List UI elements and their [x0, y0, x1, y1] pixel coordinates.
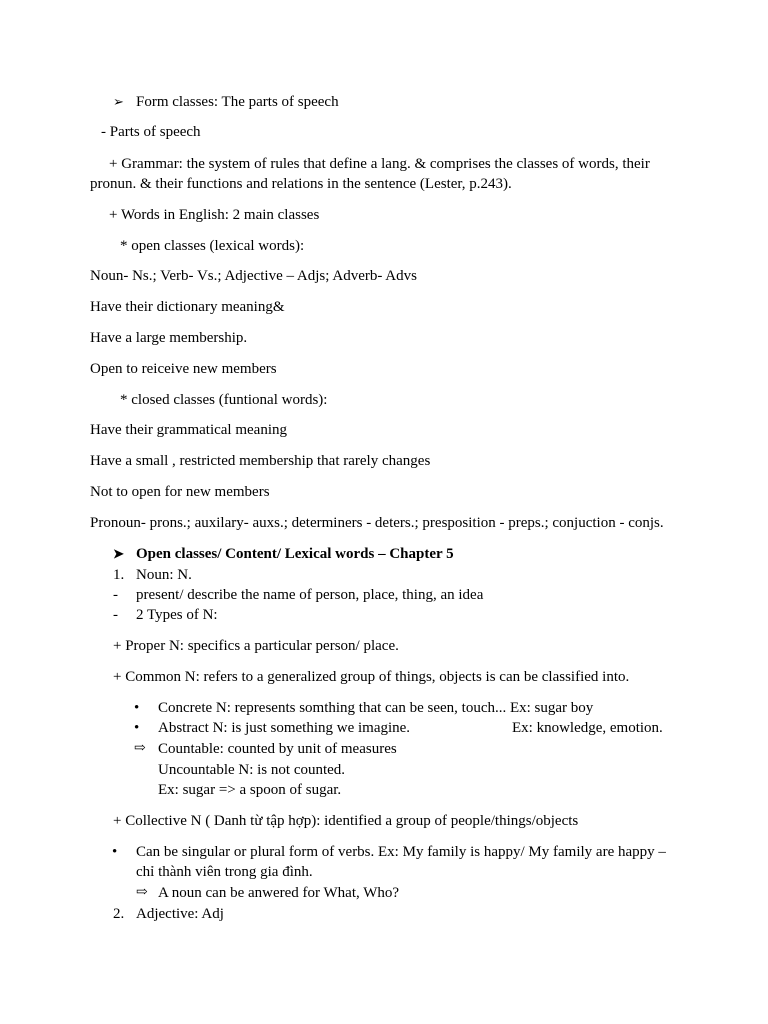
- noun-definition-line: present/ describe the name of person, place, thing, an idea: [136, 587, 484, 603]
- open-classes-list: Noun- Ns.; Verb- Vs.; Adjective – Adjs; Adverb- Advs: [90, 268, 417, 284]
- closed-classes-line: * closed classes (funtional words):: [120, 392, 328, 408]
- countable-line: Countable: counted by unit of measures: [158, 741, 397, 757]
- open-classes-line: * open classes (lexical words):: [120, 238, 305, 254]
- parts-of-speech-line: - Parts of speech: [101, 124, 201, 140]
- common-noun-line: + Common N: refers to a generalized group of things, objects is can be classified into.: [113, 669, 630, 685]
- noun-question-line: A noun can be anwered for What, Who?: [158, 885, 400, 901]
- closed-classes-list: Pronoun- prons.; auxilary- auxs.; determiners - deters.; presposition - preps.; conjuction - conjs.: [90, 515, 664, 531]
- grammatical-meaning-line: Have their grammatical meaning: [90, 422, 287, 438]
- concrete-noun-line: Concrete N: represents somthing that can be seen, touch... Ex: sugar boy: [158, 700, 594, 716]
- words-in-english-line: + Words in English: 2 main classes: [109, 207, 320, 223]
- collective-noun-line: + Collective N ( Danh từ tập hợp): identified a group of people/things/objects: [113, 813, 579, 829]
- arrow-bullet-icon: ➢: [113, 94, 124, 109]
- sugar-example-line: Ex: sugar => a spoon of sugar.: [158, 782, 342, 798]
- noun-heading: Noun: N.: [136, 567, 192, 583]
- dictionary-meaning-line: Have their dictionary meaning&: [90, 299, 285, 315]
- singular-plural-line2: chỉ thành viên trong gia đình.: [136, 864, 313, 880]
- small-membership-line: Have a small , restricted membership that rarely changes: [90, 453, 431, 469]
- grammar-definition-line2: pronun. & their functions and relations in the sentence (Lester, p.243).: [90, 176, 512, 192]
- noun-types-line: 2 Types of N:: [136, 607, 218, 623]
- abstract-noun-line: Abstract N: is just something we imagine.: [158, 720, 411, 736]
- list-number: 2.: [113, 906, 125, 922]
- large-membership-line: Have a large membership.: [90, 330, 248, 346]
- grammar-definition-line1: + Grammar: the system of rules that define a lang. & comprises the classes of words, their: [109, 156, 650, 172]
- heading-form-classes: Form classes: The parts of speech: [136, 94, 339, 110]
- singular-plural-line1: Can be singular or plural form of verbs. Ex: My family is happy/ My family are happy –: [136, 844, 666, 860]
- bullet-icon: •: [112, 844, 118, 860]
- heading-open-classes: Open classes/ Content/ Lexical words – Chapter 5: [136, 546, 454, 562]
- adjective-heading: Adjective: Adj: [136, 906, 224, 922]
- arrow-bullet-icon: ➤: [113, 546, 124, 561]
- implies-arrow-icon: ⇨: [136, 885, 148, 900]
- not-open-line: Not to open for new members: [90, 484, 270, 500]
- open-new-members-line: Open to reiceive new members: [90, 361, 277, 377]
- bullet-icon: •: [134, 700, 140, 716]
- abstract-noun-example: Ex: knowledge, emotion.: [512, 720, 663, 736]
- bullet-icon: •: [134, 720, 140, 736]
- proper-noun-line: + Proper N: specifics a particular person/ place.: [113, 638, 399, 654]
- list-number: 1.: [113, 567, 125, 583]
- implies-arrow-icon: ⇨: [134, 741, 146, 756]
- dash-bullet-icon: -: [113, 587, 118, 603]
- uncountable-line: Uncountable N: is not counted.: [158, 762, 346, 778]
- dash-bullet-icon: -: [113, 607, 118, 623]
